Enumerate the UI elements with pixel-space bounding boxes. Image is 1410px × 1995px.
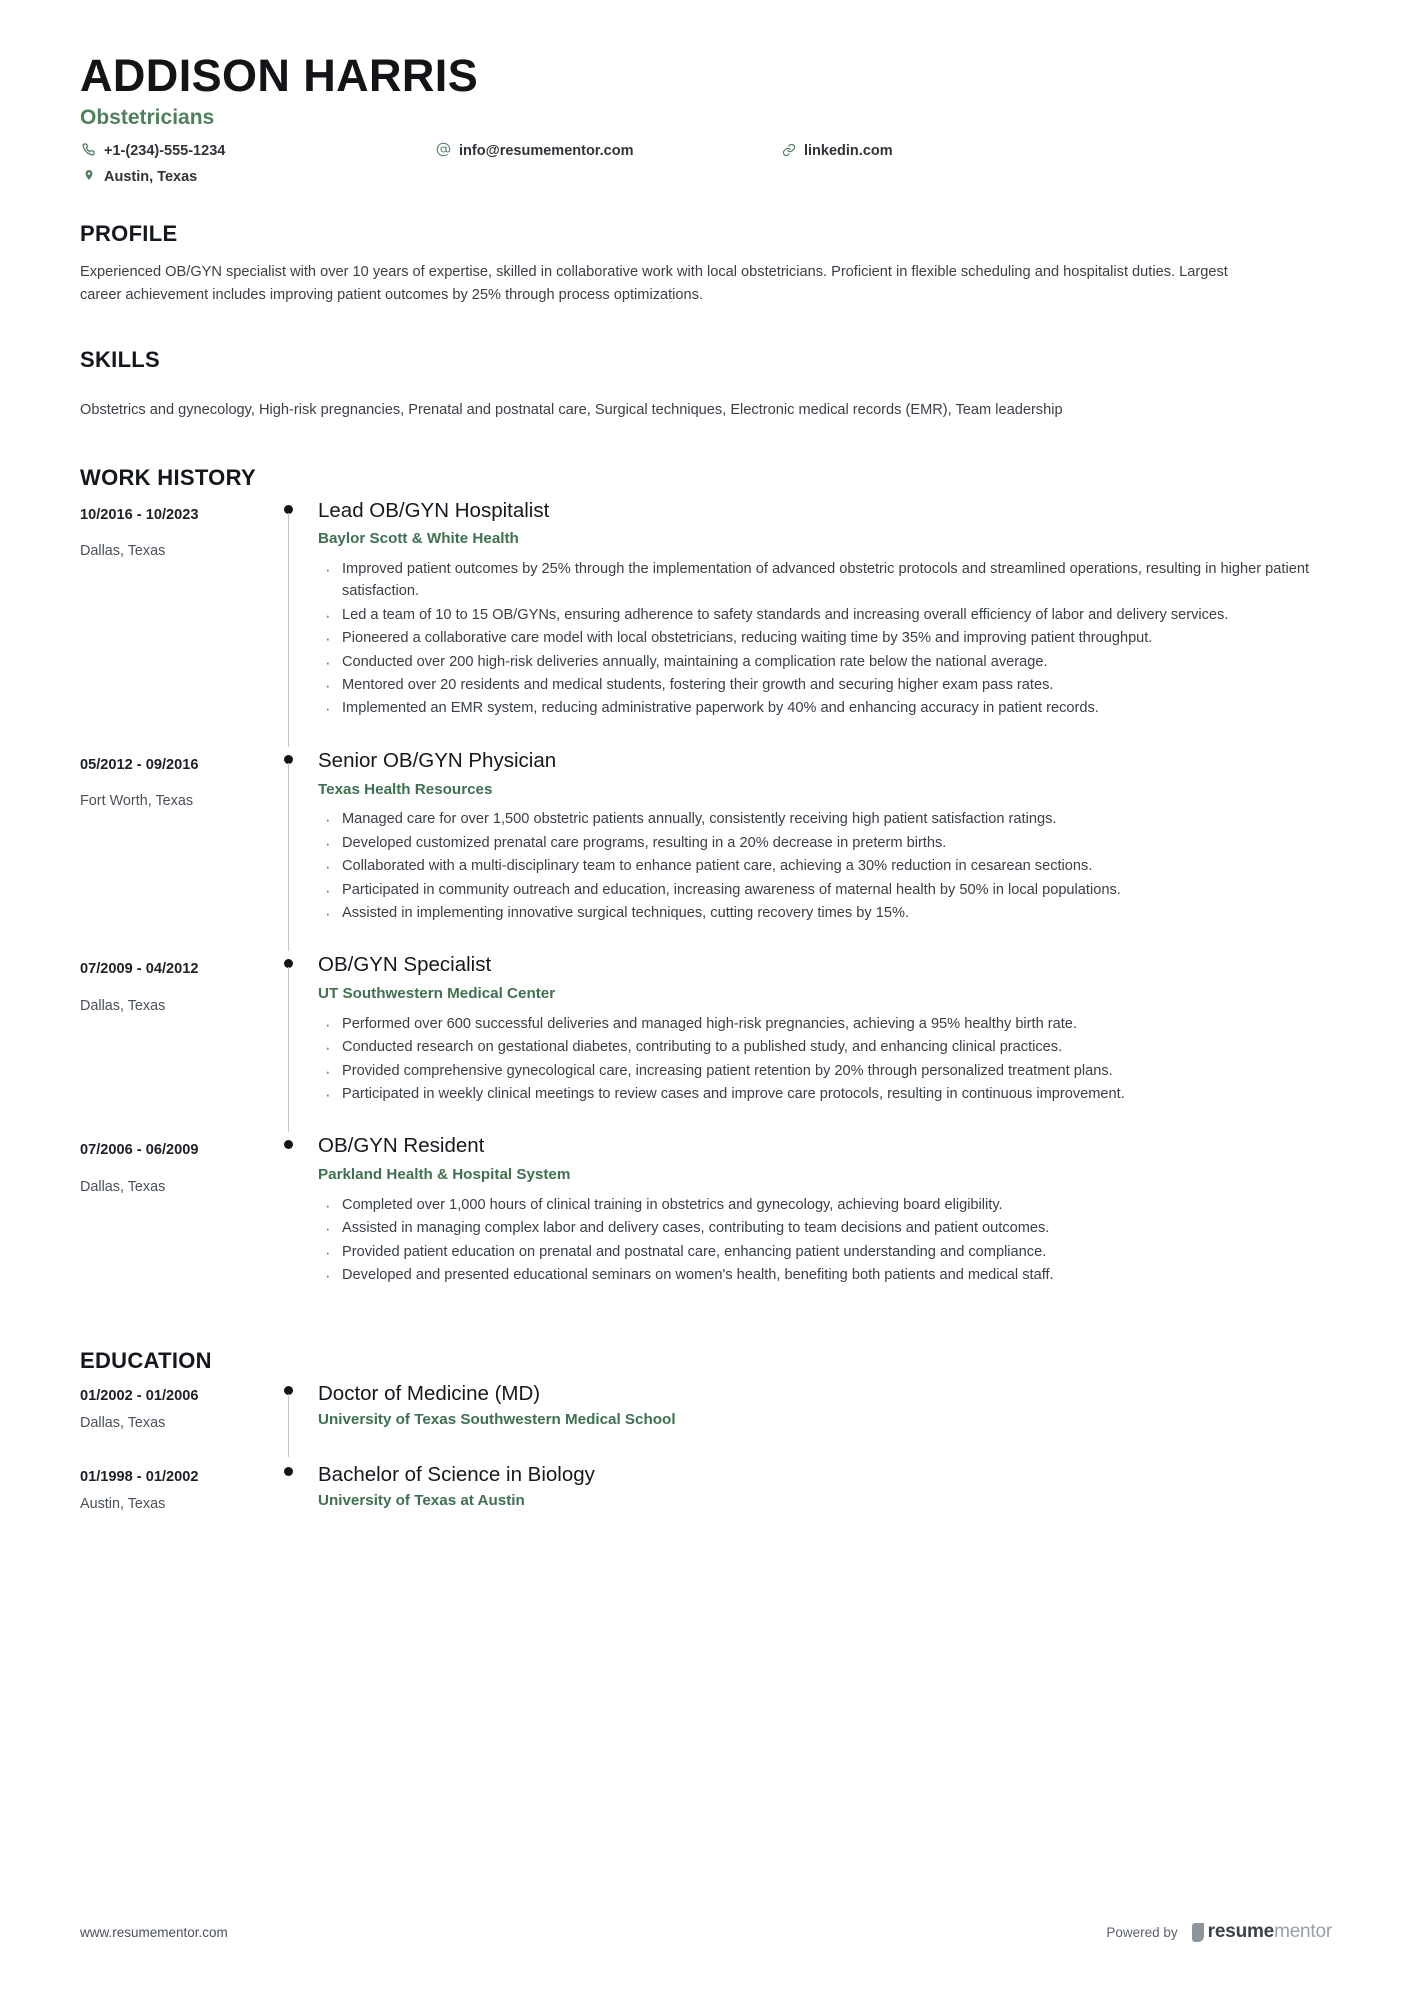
link-icon [780,140,797,159]
bullet-item: · Participated in weekly clinical meetings to review cases and improve care protocols, resulting in continuous improvement. [318,1083,1318,1105]
timeline-line [288,967,289,1132]
contact-linkedin-text: linkedin.com [804,143,893,160]
work-entry-date: 10/2016 - 10/2023 [80,506,199,523]
bullet-item: · Developed and presented educational seminars on women's health, benefiting both patients and medical staff. [318,1264,1318,1286]
work-entry-meta [80,1132,272,1313]
work-entry-location: Dallas, Texas [80,542,166,559]
work-entry-location: Fort Worth, Texas [80,793,194,810]
bullet-item: · Completed over 1,000 hours of clinical training in obstetrics and gynecology, achieving board eligibility. [318,1194,1318,1216]
footer-website-url[interactable]: www.resumementor.com [80,1924,228,1940]
bullet-item: · Participated in community outreach and education, increasing awareness of maternal health by 50% in local populations. [318,879,1318,901]
page-footer [80,1921,1332,1943]
location-pin-icon [80,166,97,185]
work-entry-role: OB/GYN Specialist [318,953,492,977]
timeline-dot-icon [284,1140,293,1149]
timeline-dot-icon [284,1467,293,1476]
resumementor-mark-icon [1192,1923,1204,1942]
work-entry-role: Senior OB/GYN Physician [318,748,557,772]
timeline-rail [272,497,318,747]
bullet-item: · Assisted in managing complex labor and delivery cases, contributing to team decisions and patient outcomes. [318,1217,1318,1239]
work-entry-role: OB/GYN Resident [318,1134,485,1158]
bullet-item: · Collaborated with a multi-disciplinary team to enhance patient care, achieving a 30% reduction in cesarean sections. [318,855,1318,877]
education-entry [80,1380,1332,1461]
contact-email[interactable] [435,140,780,162]
education-entry-school: University of Texas Southwestern Medical School [318,1411,676,1429]
brand-name-bold: resume [1207,1921,1275,1942]
powered-by-label: Powered by [1106,1924,1178,1940]
bullet-item: · Led a team of 10 to 15 OB/GYNs, ensuring adherence to safety standards and increasing overall efficiency of labor and delivery services. [318,604,1318,626]
work-entry-date: 07/2009 - 04/2012 [80,961,199,978]
timeline-rail [272,951,318,1132]
timeline-line [288,513,289,747]
education-entry-school: University of Texas at Austin [318,1492,525,1510]
timeline-line [288,1394,289,1457]
bullet-item: · Performed over 600 successful deliveries and managed high-risk pregnancies, achieving a 95% healthy birth rate. [318,1013,1318,1035]
work-entry-role: Lead OB/GYN Hospitalist [318,498,550,522]
candidate-name: ADDISON HARRIS [80,50,479,101]
education-section-title: EDUCATION [80,1347,212,1373]
bullet-item: · Pioneered a collaborative care model with local obstetricians, reducing waiting time by 35% and improving patient throughput. [318,627,1318,649]
timeline-rail [272,747,318,952]
work-entry-date: 07/2006 - 06/2009 [80,1142,199,1159]
footer-branding [1106,1921,1332,1943]
contact-info [80,140,1332,191]
work-entry-date: 05/2012 - 09/2016 [80,756,199,773]
education-entry-location: Austin, Texas [80,1496,166,1513]
bullet-item: · Implemented an EMR system, reducing administrative paperwork by 40% and enhancing accuracy in patient records. [318,697,1318,719]
bullet-item: · Conducted over 200 high-risk deliveries annually, maintaining a complication rate below the national average. [318,651,1318,673]
skills-text: Obstetrics and gynecology, High-risk pregnancies, Prenatal and postnatal care, Surgical techniques, Electronic medical records (EMR), Team leadership [80,402,1063,419]
skills-section-title: SKILLS [80,347,161,373]
education-entry-body [318,1461,1318,1542]
education-entry [80,1461,1332,1542]
work-entry [80,951,1332,1132]
timeline-rail [272,1132,318,1313]
bullet-item: · Managed care for over 1,500 obstetric patients annually, consistently receiving high patient satisfaction ratings. [318,808,1318,830]
timeline-rail [272,1380,318,1461]
work-entry-organization: Parkland Health & Hospital System [318,1166,571,1184]
phone-icon [80,140,97,159]
bullet-item: · Provided patient education on prenatal and postnatal care, enhancing patient understanding and compliance. [318,1241,1318,1263]
contact-phone-text: +1-(234)-555-1234 [104,143,226,160]
education-entry-meta [80,1461,272,1542]
work-entry [80,1132,1332,1313]
bullet-item: · Assisted in implementing innovative surgical techniques, cutting recovery times by 15%. [318,902,1318,924]
work-entry-bullets [318,1013,1318,1106]
profile-section-title: PROFILE [80,221,178,247]
work-entry [80,747,1332,952]
bullet-item: · Developed customized prenatal care programs, resulting in a 20% decrease in preterm births. [318,832,1318,854]
work-entry-meta [80,497,272,747]
profile-text: Experienced OB/GYN specialist with over 10 years of expertise, skilled in collaborative work with local obstetricians. Proficient in flexible scheduling and hospitalist duties. Largest career achievement includes improving patient outcomes by 25% through process optimizations. [80,264,1228,304]
education-entry-location: Dallas, Texas [80,1414,166,1431]
work-history-section [80,465,1332,1314]
work-entry-bullets [318,808,1318,924]
work-entry-location: Dallas, Texas [80,997,166,1014]
work-entry-meta [80,747,272,952]
education-section [80,1348,1332,1542]
resumementor-logo [1192,1921,1332,1943]
contact-column-right [780,140,893,191]
bullet-item: · Conducted research on gestational diabetes, contributing to a published study, and enhancing clinical practices. [318,1036,1318,1058]
education-entry-body [318,1380,1318,1461]
education-entry-degree: Doctor of Medicine (MD) [318,1381,541,1405]
work-entry-body [318,497,1318,747]
education-entry-degree: Bachelor of Science in Biology [318,1462,595,1486]
work-entry-body [318,951,1318,1132]
contact-linkedin[interactable] [780,140,893,162]
skills-section [80,347,1332,422]
bullet-item: · Mentored over 20 residents and medical students, fostering their growth and securing higher exam pass rates. [318,674,1318,696]
email-at-icon [435,140,452,159]
bullet-item: · Provided comprehensive gynecological care, increasing patient retention by 20% through personalized treatment plans. [318,1060,1318,1082]
timeline-rail [272,1461,318,1542]
work-entry-body [318,1132,1318,1313]
contact-location-text: Austin, Texas [104,168,198,185]
contact-phone[interactable] [80,140,435,162]
education-entry-date: 01/2002 - 01/2006 [80,1387,199,1404]
brand-name-light: mentor [1274,1921,1332,1942]
work-entry-meta [80,951,272,1132]
education-entry-date: 01/1998 - 01/2002 [80,1468,199,1485]
work-entry [80,497,1332,747]
work-entry-organization: Baylor Scott & White Health [318,530,519,548]
profile-section [80,221,1332,307]
work-entry-organization: Texas Health Resources [318,780,493,798]
timeline-line [288,763,289,952]
work-entry-body [318,747,1318,952]
work-entry-organization: UT Southwestern Medical Center [318,985,556,1003]
bullet-item: · Improved patient outcomes by 25% through the implementation of advanced obstetric protocols and streamlined operations, resulting in higher patient satisfaction. [318,558,1318,603]
work-entry-bullets [318,1194,1318,1287]
contact-location [80,166,435,188]
work-entry-location: Dallas, Texas [80,1178,166,1195]
work-history-section-title: WORK HISTORY [80,464,256,490]
resume-header [80,52,1332,191]
contact-column-left [80,140,435,191]
candidate-job-title: Obstetricians [80,106,215,130]
contact-email-text: info@resumementor.com [459,143,634,160]
work-entry-bullets [318,558,1318,720]
education-entry-meta [80,1380,272,1461]
contact-column-middle [435,140,780,191]
